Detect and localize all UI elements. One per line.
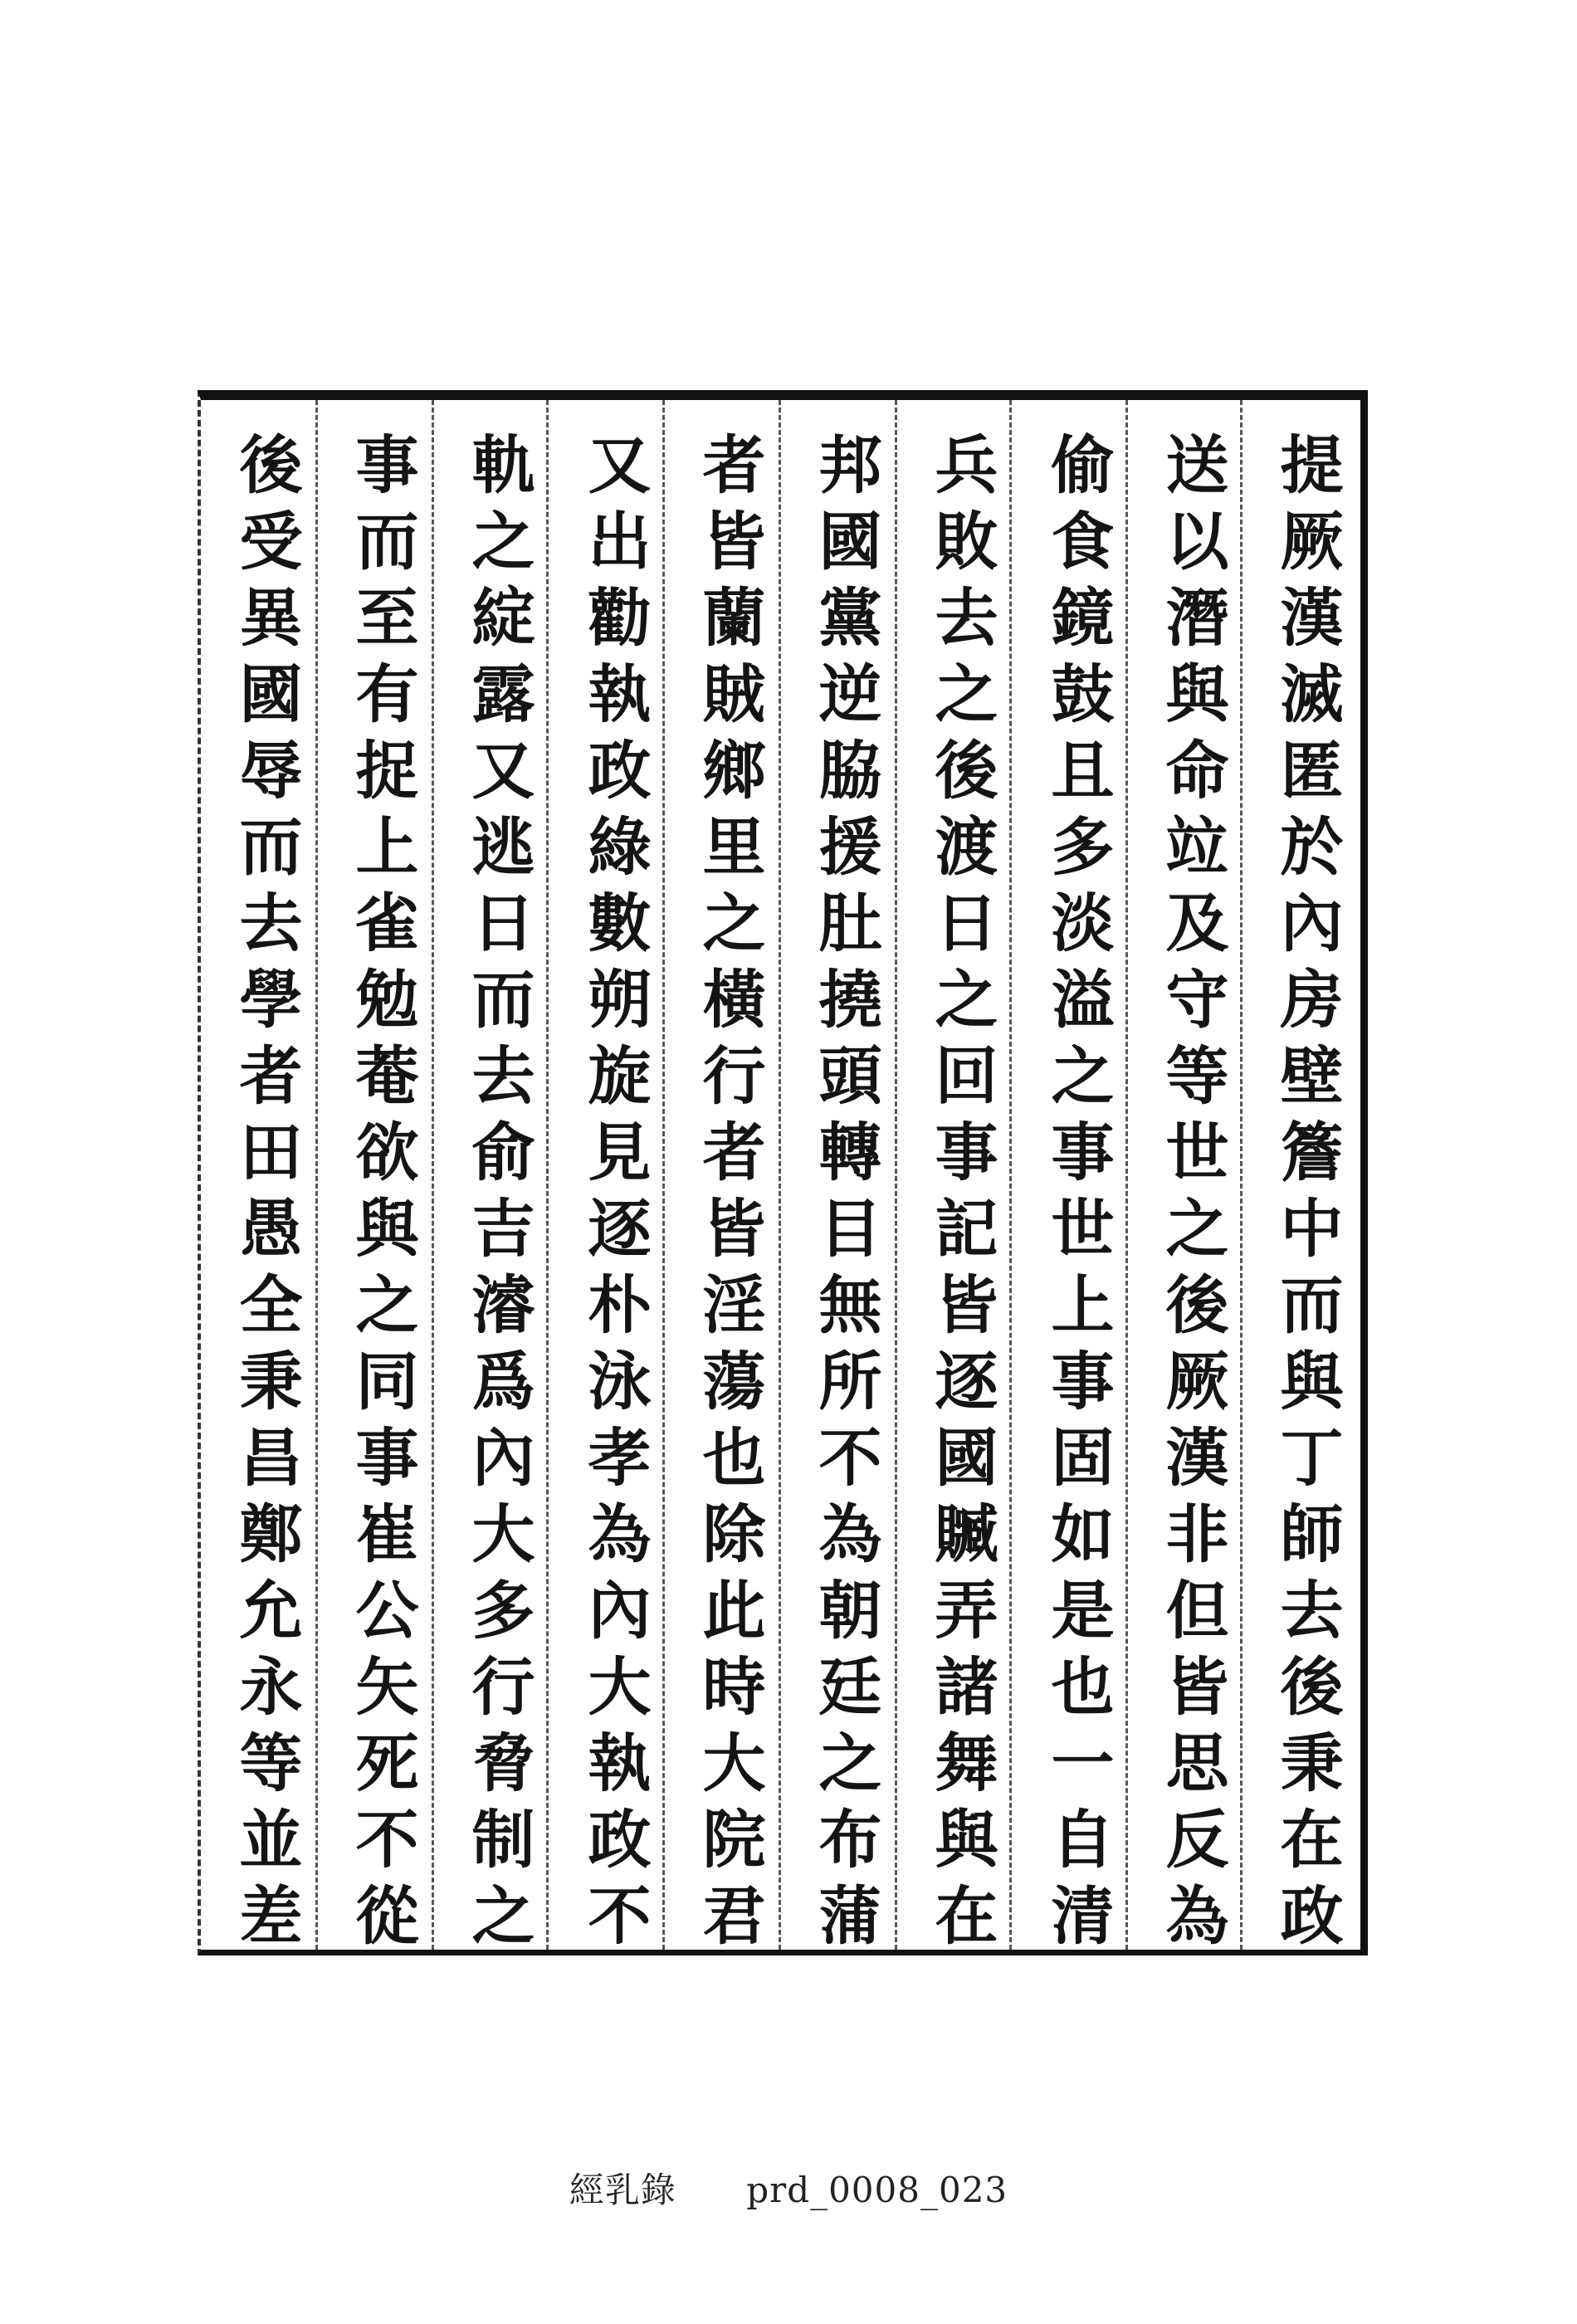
column-rule [432, 400, 434, 1950]
text-column-3: 偷食鏡鼓且多淡溢之事世上事固如是也一自清 [1041, 432, 1115, 1959]
column-rule [779, 400, 781, 1950]
text-frame [198, 390, 1368, 1959]
text-column-9: 事而至有捉上雀勉菴欲與之同事崔公矢死不從 [345, 432, 419, 1959]
book-title: 經乳錄 [569, 2170, 676, 2210]
text-column-1: 提厥漢滅匿於內房壁簷中而與丁師去後秉在政 [1270, 432, 1344, 1959]
text-column-6: 者皆蘭賊鄉里之橫行者皆淫蕩也除此時大院君 [692, 432, 766, 1959]
column-rule [895, 400, 897, 1950]
text-column-5: 邦國黨逆脇援肚撓頭轉目無所不為朝廷之布蒲 [808, 432, 882, 1959]
text-column-8: 軌之綻露又逃日而去俞吉濬爲內大多行脅制之 [461, 432, 535, 1959]
text-column-4: 兵敗去之後渡日之回事記皆逐國贓弄諸舞與在 [925, 432, 998, 1959]
text-column-10: 後受異國辱而去學者田愚全秉昌鄭允永等並差 [229, 432, 303, 1959]
text-column-2: 送以潛與命竝及守等世之後厥漢非但皆思反為 [1155, 432, 1229, 1959]
page-code: prd_0008_023 [746, 2170, 1008, 2210]
page-caption [0, 2163, 1577, 2213]
text-column-7: 又出勸執政綠數朔旋見逐朴泳孝為內大執政不 [578, 432, 652, 1959]
column-rule [315, 400, 318, 1950]
